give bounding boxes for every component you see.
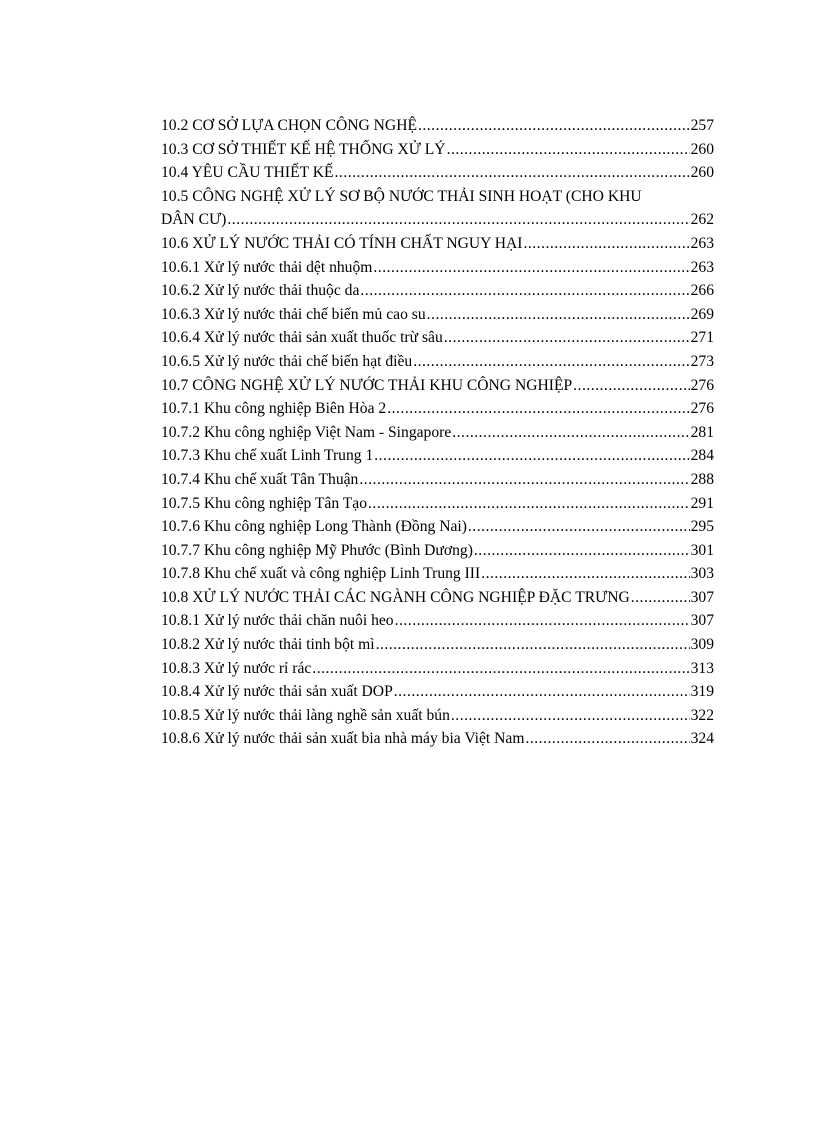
toc-leader-dots [481, 562, 689, 586]
toc-entry-10-8-6[interactable] [161, 727, 714, 751]
toc-entry-label: 10.8.6 Xử lý nước thải sản xuất bia nhà máy bia Việt Nam [161, 730, 525, 748]
toc-entry-10-8-4[interactable] [161, 680, 714, 704]
toc-leader-dots [376, 633, 690, 657]
toc-entry-10-7-4[interactable] [161, 468, 714, 492]
toc-leader-dots [525, 727, 689, 751]
toc-entry-label: 10.2 CƠ SỞ LỰA CHỌN CÔNG NGHỆ [161, 117, 417, 134]
table-of-contents [161, 114, 714, 751]
toc-page-number: 295 [690, 518, 714, 536]
toc-page-number: 271 [690, 329, 714, 347]
toc-entry-label: 10.8 XỬ LÝ NƯỚC THẢI CÁC NGÀNH CÔNG NGHIỆP ĐẶC TRƯNG [161, 588, 630, 606]
toc-page-number: 266 [690, 282, 714, 300]
toc-entry-label: 10.6 XỬ LÝ NƯỚC THẢI CÓ TÍNH CHẤT NGUY HẠI [161, 234, 523, 252]
toc-entry-10-8-2[interactable] [161, 633, 714, 657]
toc-leader-dots [413, 350, 689, 374]
toc-entry-10-8[interactable] [161, 586, 714, 610]
toc-leader-dots [374, 444, 689, 468]
toc-leader-dots [573, 374, 689, 398]
toc-leader-dots [447, 138, 690, 162]
toc-entry-10-6-2[interactable] [161, 279, 714, 303]
toc-entry-label: 10.7.1 Khu công nghiệp Biên Hòa 2 [161, 400, 387, 418]
toc-leader-dots [387, 397, 689, 421]
toc-entry-10-8-1[interactable] [161, 609, 714, 633]
toc-page-number: 276 [690, 400, 714, 418]
toc-entry-10-7-3[interactable] [161, 444, 714, 468]
toc-leader-dots [523, 232, 689, 256]
toc-entry-label: 10.6.1 Xử lý nước thải dệt nhuộm [161, 258, 373, 276]
toc-entry-label: 10.8.4 Xử lý nước thải sản xuất DOP [161, 683, 393, 701]
toc-page-number: 307 [690, 612, 714, 630]
toc-entry-10-5[interactable] [161, 208, 714, 232]
toc-page-number: 301 [690, 541, 714, 559]
toc-leader-dots [631, 586, 690, 610]
toc-page-number: 322 [690, 706, 714, 724]
toc-page-number: 313 [690, 659, 714, 677]
toc-entry-10-7-8[interactable] [161, 562, 714, 586]
toc-page-number: 262 [690, 211, 714, 229]
toc-entry-label: 10.7.3 Khu chế xuất Linh Trung 1 [161, 447, 374, 465]
toc-leader-dots [444, 326, 690, 350]
toc-page-number: 303 [690, 565, 714, 583]
toc-entry-10-6-1[interactable] [161, 256, 714, 280]
toc-leader-dots [312, 657, 689, 681]
toc-entry-10-6[interactable] [161, 232, 714, 256]
toc-entry-label: 10.7.5 Khu công nghiệp Tân Tạo [161, 494, 368, 512]
toc-leader-dots [373, 256, 689, 280]
toc-page-number: 324 [690, 730, 714, 748]
toc-entry-10-7-1[interactable] [161, 397, 714, 421]
toc-page-number: 260 [690, 140, 714, 158]
toc-leader-dots [418, 114, 690, 138]
toc-leader-dots [359, 468, 689, 492]
toc-entry-10-7[interactable] [161, 374, 714, 398]
toc-entry-label: 10.8.2 Xử lý nước thải tinh bột mì [161, 636, 375, 654]
toc-page-number: 257 [690, 117, 714, 134]
toc-entry-10-7-6[interactable] [161, 515, 714, 539]
toc-entry-label: 10.7.8 Khu chế xuất và công nghiệp Linh Trung III [161, 565, 481, 583]
toc-page-number: 263 [690, 258, 714, 276]
toc-page-number: 319 [690, 683, 714, 701]
toc-entry-label: 10.8.3 Xử lý nước rỉ rác [161, 659, 312, 677]
toc-entry-label: 10.7.7 Khu công nghiệp Mỹ Phước (Bình Dương) [161, 541, 473, 559]
toc-entry-10-7-2[interactable] [161, 421, 714, 445]
toc-leader-dots [227, 208, 689, 232]
toc-page-number: 284 [690, 447, 714, 465]
toc-entry-10-4[interactable] [161, 161, 714, 185]
toc-entry-label: 10.4 YÊU CẦU THIẾT KẾ [161, 164, 334, 182]
toc-page-number: 291 [690, 494, 714, 512]
toc-entry-label: 10.8.1 Xử lý nước thải chăn nuôi heo [161, 612, 394, 630]
toc-entry-label: 10.7 CÔNG NGHỆ XỬ LÝ NƯỚC THẢI KHU CÔNG NGHIỆP [161, 376, 573, 394]
toc-entry-10-6-4[interactable] [161, 326, 714, 350]
toc-entry-10-5-line1[interactable] [161, 185, 714, 209]
toc-entry-10-8-5[interactable] [161, 704, 714, 728]
toc-leader-dots [394, 680, 690, 704]
toc-page-number: 273 [690, 352, 714, 370]
toc-entry-10-7-5[interactable] [161, 492, 714, 516]
toc-page-number: 260 [690, 164, 714, 182]
toc-entry-label: DÂN CƯ) [161, 211, 227, 229]
toc-leader-dots [395, 609, 690, 633]
toc-entry-10-6-3[interactable] [161, 303, 714, 327]
toc-entry-label: 10.6.2 Xử lý nước thải thuộc da [161, 282, 360, 300]
toc-entry-10-8-3[interactable] [161, 657, 714, 681]
toc-leader-dots [427, 303, 690, 327]
toc-entry-label: 10.7.6 Khu công nghiệp Long Thành (Đồng Nai) [161, 518, 467, 536]
toc-page-number: 269 [690, 305, 714, 323]
toc-page-number: 281 [690, 423, 714, 441]
toc-entry-label: 10.8.5 Xử lý nước thải làng nghề sản xuất bún [161, 706, 450, 724]
toc-entry-label: 10.5 CÔNG NGHỆ XỬ LÝ SƠ BỘ NƯỚC THẢI SINH HOẠT (CHO KHU [161, 187, 642, 205]
toc-entry-10-3[interactable] [161, 138, 714, 162]
toc-entry-label: 10.7.4 Khu chế xuất Tân Thuận [161, 470, 359, 488]
toc-entry-10-2[interactable] [161, 114, 714, 138]
toc-entry-label: 10.6.4 Xử lý nước thải sản xuất thuốc trừ sâu [161, 329, 443, 347]
toc-leader-dots [452, 421, 689, 445]
toc-page-number: 307 [690, 588, 714, 606]
toc-leader-dots [335, 161, 690, 185]
toc-entry-label: 10.3 CƠ SỞ THIẾT KẾ HỆ THỐNG XỬ LÝ [161, 140, 446, 158]
toc-entry-10-7-7[interactable] [161, 539, 714, 563]
toc-page-number: 288 [690, 470, 714, 488]
toc-leader-dots [451, 704, 690, 728]
toc-page-number: 276 [690, 376, 714, 394]
toc-entry-label: 10.6.5 Xử lý nước thải chế biến hạt điều [161, 352, 413, 370]
toc-leader-dots [368, 492, 690, 516]
toc-leader-dots [468, 515, 690, 539]
toc-leader-dots [360, 279, 689, 303]
toc-leader-dots [474, 539, 690, 563]
toc-entry-label: 10.7.2 Khu công nghiệp Việt Nam - Singapore [161, 423, 452, 441]
toc-entry-label: 10.6.3 Xử lý nước thải chế biến mủ cao su [161, 305, 426, 323]
toc-entry-10-6-5[interactable] [161, 350, 714, 374]
toc-page-number: 263 [690, 234, 714, 252]
toc-page-number: 309 [690, 636, 714, 654]
